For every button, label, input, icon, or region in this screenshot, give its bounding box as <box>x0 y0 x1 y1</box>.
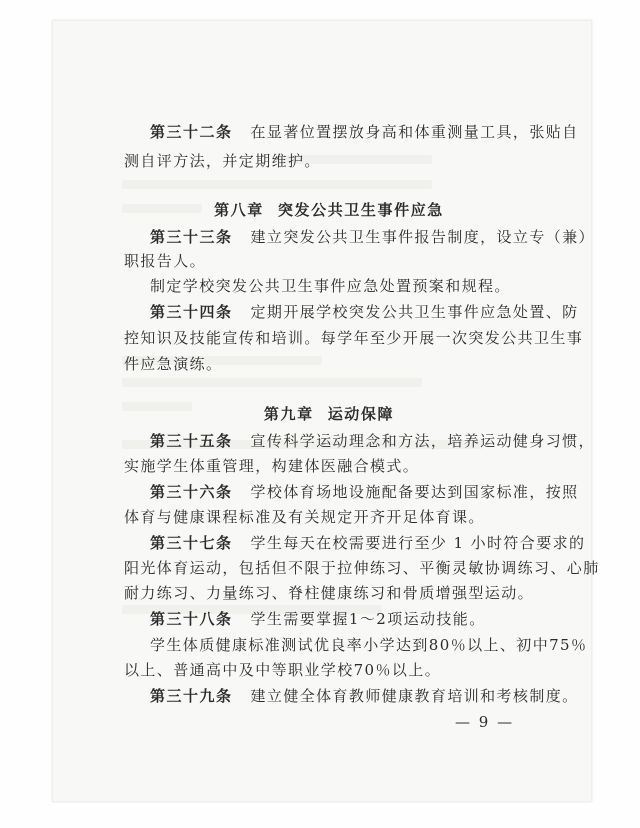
article-37-line-1: 第三十七条 学生每天在校需要进行至少 1 小时符合要求的 <box>150 534 586 552</box>
chapter-9-heading: 第九章 运动保障 <box>263 405 395 423</box>
article-32-label: 第三十二条 <box>150 123 233 141</box>
article-38-paragraph-2-line-2: 以上、普通高中及中等职业学校70％以上。 <box>124 661 442 679</box>
article-38-paragraph-2-line-1: 学生体质健康标准测试优良率小学达到80％以上、初中75％ <box>150 636 588 654</box>
article-37-line-2: 阳光体育运动，包括但不限于拉伸练习、平衡灵敏协调练习、心肺 <box>124 559 600 577</box>
article-36-line-1: 第三十六条 学校体育场地设施配备要达到国家标准，按照 <box>150 483 579 501</box>
article-34-line-3: 件应急演练。 <box>124 355 223 373</box>
article-37-label: 第三十七条 <box>150 534 233 552</box>
article-35-line-2: 实施学生体重管理，构建体医融合模式。 <box>124 457 420 475</box>
page-number: — 9 — <box>455 713 515 731</box>
bleed-through <box>122 180 432 189</box>
article-34-line-2: 控知识及技能宣传和培训。每学年至少开展一次突发公共卫生事 <box>124 329 584 347</box>
article-36-label: 第三十六条 <box>150 483 233 501</box>
article-34-label: 第三十四条 <box>150 303 233 321</box>
article-35-line-1: 第三十五条 宣传科学运动理念和方法，培养运动健身习惯， <box>150 432 595 450</box>
article-33-paragraph-2: 制定学校突发公共卫生事件应急处置预案和规程。 <box>150 277 511 295</box>
article-33-line-2: 职报告人。 <box>124 252 207 270</box>
chapter-8-heading: 第八章 突发公共卫生事件应急 <box>214 201 444 219</box>
article-32-line-1: 第三十二条 在显著位置摆放身高和体重测量工具，张贴自 <box>150 123 579 141</box>
article-36-line-2: 体育与健康课程标准及有关规定开齐开足体育课。 <box>124 508 485 526</box>
article-38-line-1: 第三十八条 学生需要掌握1～2项运动技能。 <box>150 610 486 628</box>
bleed-through <box>122 378 422 387</box>
article-37-line-3: 耐力练习、力量练习、脊柱健康练习和骨质增强型运动。 <box>124 584 535 602</box>
article-32-line-2: 测自评方法，并定期维护。 <box>124 152 321 170</box>
article-35-label: 第三十五条 <box>150 432 233 450</box>
article-33-line-1: 第三十三条 建立突发公共卫生事件报告制度，设立专（兼） <box>150 228 595 246</box>
article-33-label: 第三十三条 <box>150 228 233 246</box>
article-34-line-1: 第三十四条 定期开展学校突发公共卫生事件应急处置、防 <box>150 303 579 321</box>
article-39-label: 第三十九条 <box>150 687 233 705</box>
article-38-label: 第三十八条 <box>150 610 233 628</box>
article-39-line-1: 第三十九条 建立健全体育教师健康教育培训和考核制度。 <box>150 687 579 705</box>
